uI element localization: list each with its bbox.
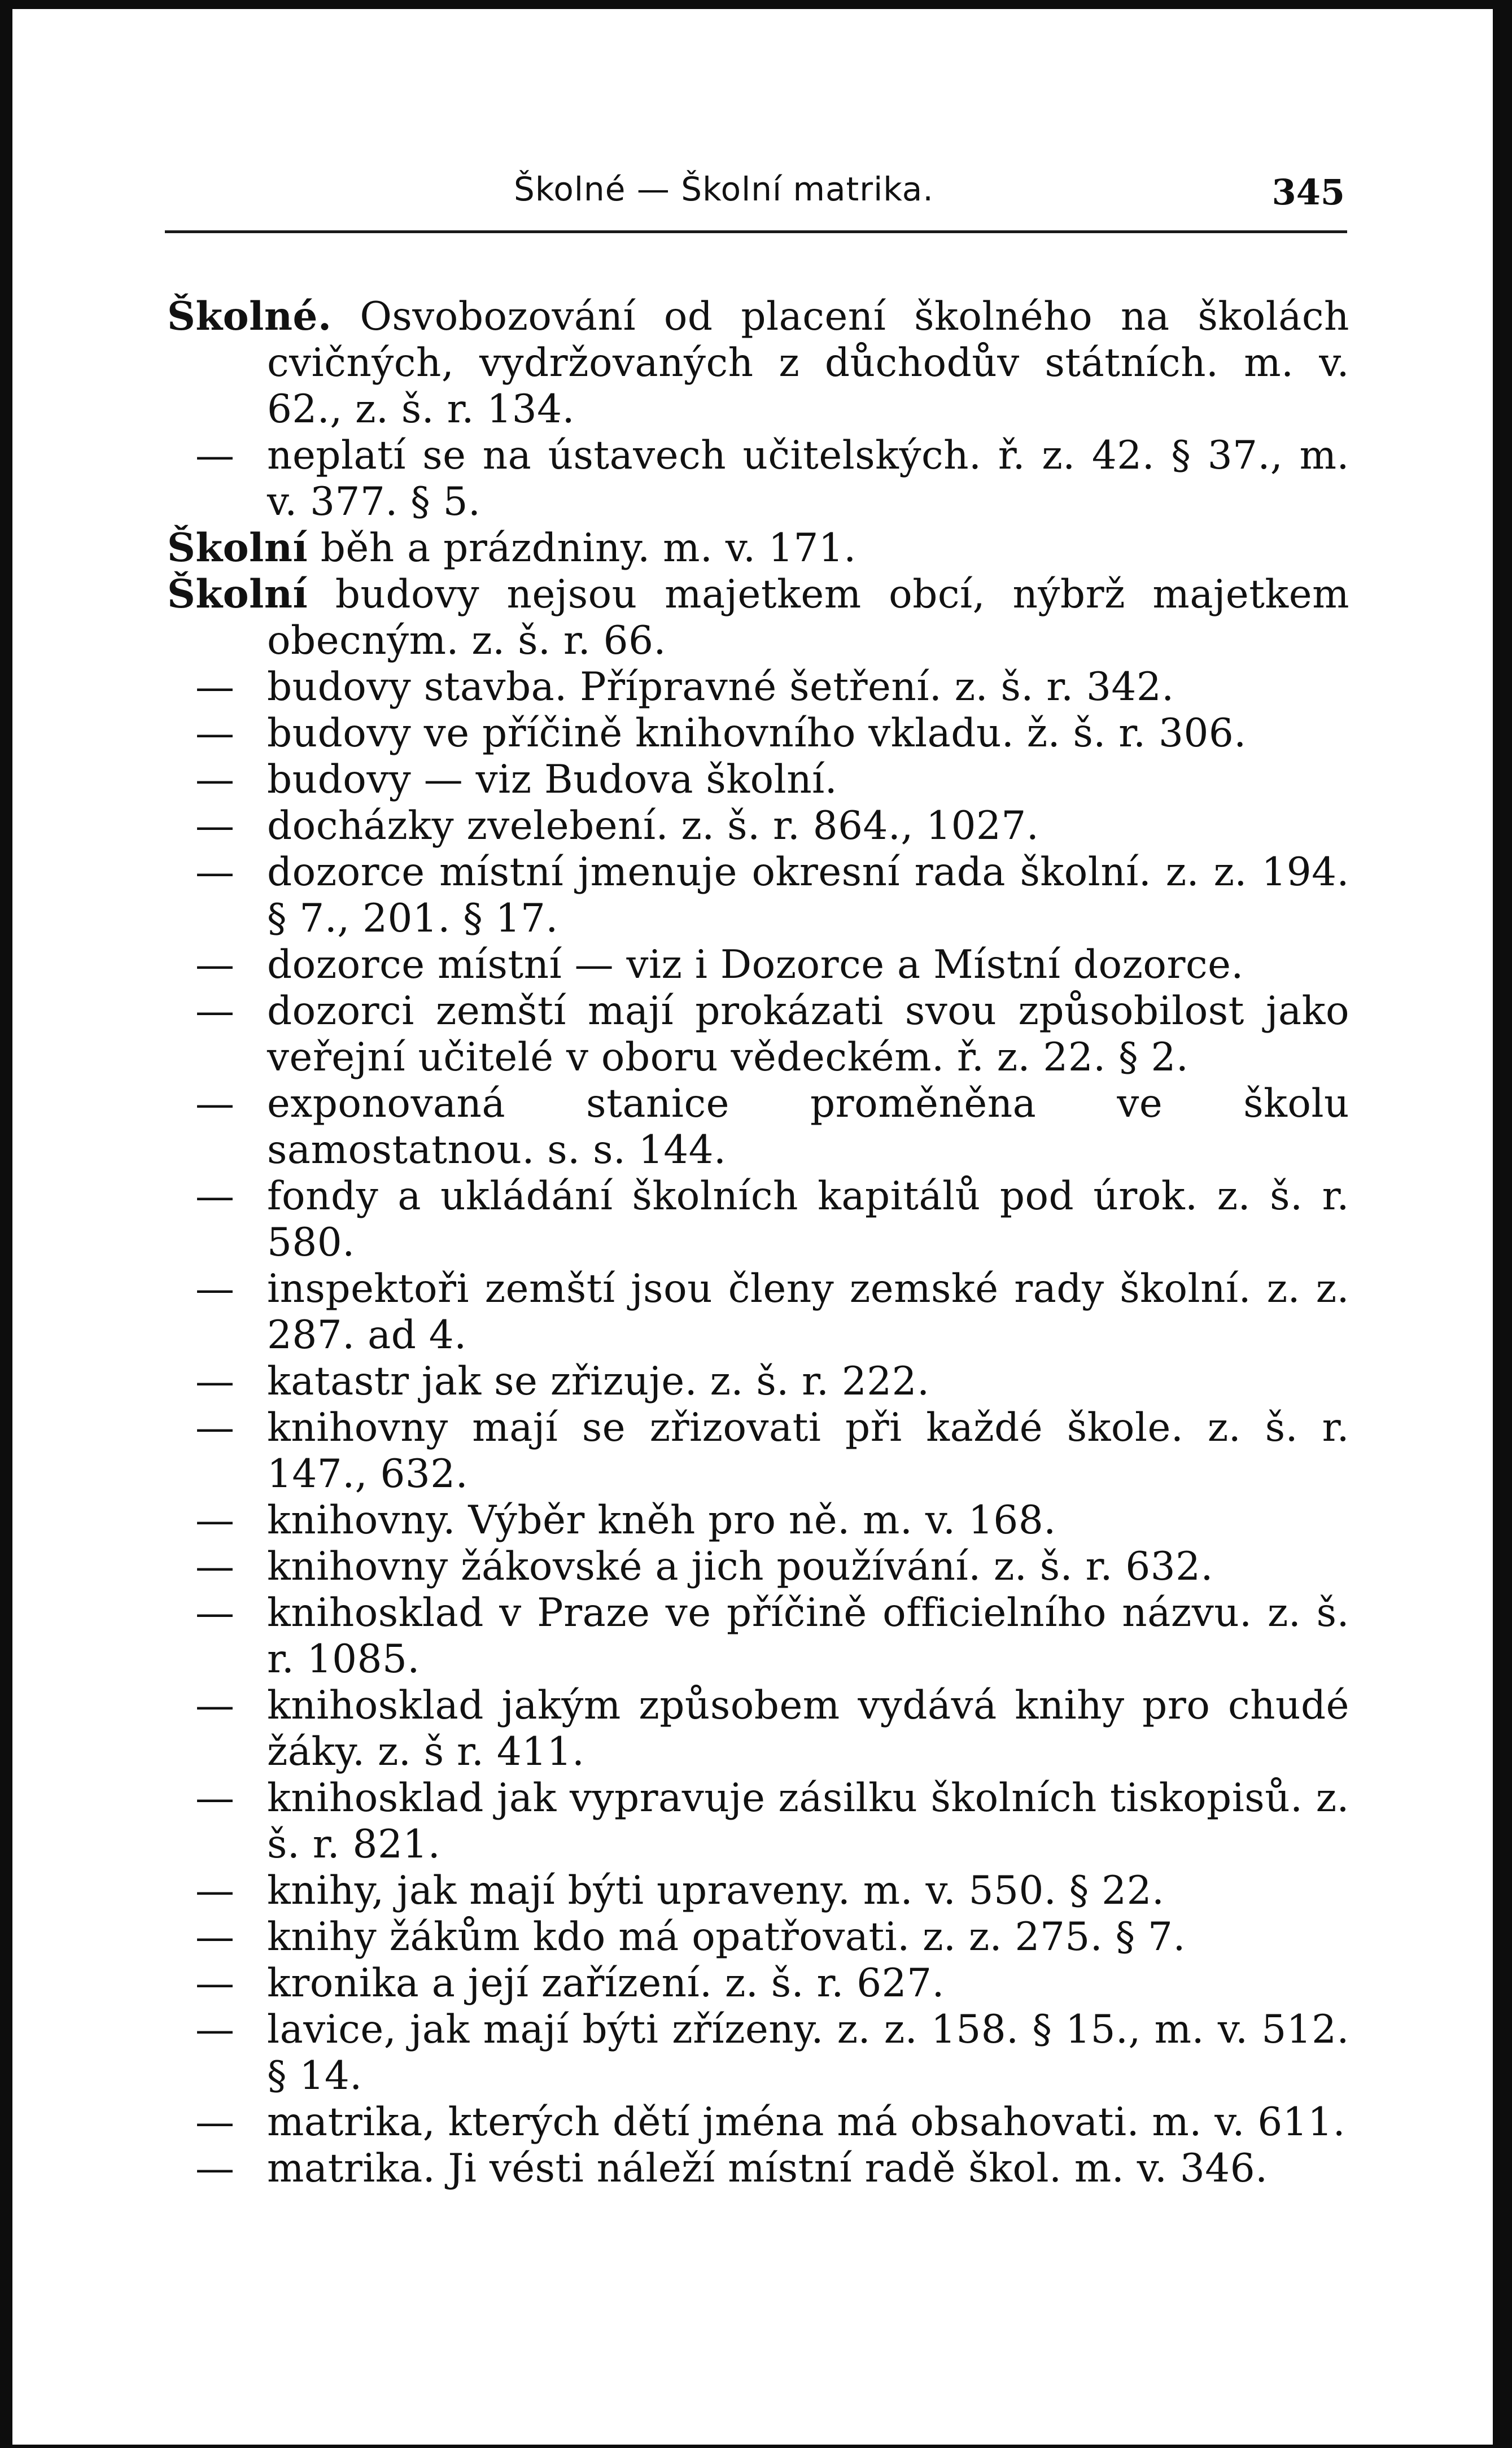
dash-mark: — xyxy=(195,1405,235,1450)
header-rule xyxy=(165,230,1347,233)
index-subentry xyxy=(167,2145,1349,2192)
dash-mark: — xyxy=(195,1359,235,1404)
index-subentry xyxy=(167,1868,1349,1914)
dash-mark: — xyxy=(195,1174,235,1219)
index-subentry xyxy=(167,1358,1349,1405)
entry-text: budovy stavba. Přípravné šetření. z. š. r. 342. xyxy=(267,665,1174,710)
dash-mark: — xyxy=(195,2146,235,2191)
index-subentry xyxy=(167,1960,1349,2007)
index-subentry xyxy=(167,1775,1349,1868)
dash-mark: — xyxy=(195,1081,235,1126)
index-subentry xyxy=(167,664,1349,710)
entry-text: kronika a její zařízení. z. š. r. 627. xyxy=(267,1961,945,2006)
dash-mark: — xyxy=(195,2007,235,2052)
entry-text: Osvobozování od placení školného na školách cvičných, vydržovaných z důchodův státních. m. v. 62., z. š. r. 134. xyxy=(267,294,1349,432)
entry-text: dozorce místní — viz i Dozorce a Místní dozorce. xyxy=(267,942,1244,987)
running-title: Školné — Školní matrika. xyxy=(514,170,934,208)
entry-text: knihovny mají se zřizovati při každé škole. z. š. r. 147., 632. xyxy=(267,1405,1349,1497)
scan-edge-right xyxy=(1493,0,1512,2448)
entry-headword: Školní xyxy=(167,571,308,617)
entry-headword: Školní xyxy=(167,525,308,571)
entry-text: matrika, kterých dětí jména má obsahovati. m. v. 611. xyxy=(267,2100,1346,2145)
entry-text: budovy nejsou majetkem obcí, nýbrž majetkem obecným. z. š. r. 66. xyxy=(267,572,1350,663)
entry-text: exponovaná stanice proměněna ve školu samostatnou. s. s. 144. xyxy=(267,1081,1349,1173)
entry-text: inspektoři zemští jsou členy zemské rady školní. z. z. 287. ad 4. xyxy=(267,1266,1349,1358)
entry-text: lavice, jak mají býti zřízeny. z. z. 158. § 15., m. v. 512. § 14. xyxy=(267,2007,1349,2099)
index-subentry xyxy=(167,432,1349,525)
dash-mark: — xyxy=(195,1266,235,1312)
index-subentry xyxy=(167,1266,1349,1358)
entry-text: katastr jak se zřizuje. z. š. r. 222. xyxy=(267,1359,930,1404)
entry-text: knihy, jak mají býti upraveny. m. v. 550. § 22. xyxy=(267,1868,1165,1913)
index-entries xyxy=(167,294,1349,2192)
scan-edge-top xyxy=(0,0,1512,9)
scan-edge-bottom xyxy=(0,2445,1512,2448)
index-subentry xyxy=(167,1682,1349,1775)
index-subentry xyxy=(167,1590,1349,1682)
dash-mark: — xyxy=(195,433,235,478)
entry-text: budovy — viz Budova školní. xyxy=(267,757,838,802)
page-number: 345 xyxy=(1271,172,1345,213)
dash-mark: — xyxy=(195,2100,235,2145)
index-subentry xyxy=(167,710,1349,757)
entry-text: dozorci zemští mají prokázati svou způsobilost jako veřejní učitelé v oboru vědeckém. ř. z. 22. § 2. xyxy=(267,989,1349,1080)
entry-text: knihy žákům kdo má opatřovati. z. z. 275. § 7. xyxy=(267,1914,1186,1960)
entry-text: neplatí se na ústavech učitelských. ř. z. 42. § 37., m. v. 377. § 5. xyxy=(267,433,1349,524)
scan-edge-left xyxy=(0,0,12,2448)
dash-mark: — xyxy=(195,1590,235,1636)
index-subentry xyxy=(167,1081,1349,1173)
index-subentry xyxy=(167,757,1349,803)
entry-text: knihovny. Výběr kněh pro ně. m. v. 168. xyxy=(267,1498,1056,1543)
index-subentry xyxy=(167,1544,1349,1590)
entry-text: docházky zvelebení. z. š. r. 864., 1027. xyxy=(267,803,1039,849)
entry-text: dozorce místní jmenuje okresní rada školní. z. z. 194. § 7., 201. § 17. xyxy=(267,850,1349,941)
index-subentry xyxy=(167,1497,1349,1544)
entry-text: budovy ve příčině knihovního vkladu. ž. š. r. 306. xyxy=(267,711,1247,756)
entry-text: knihovny žákovské a jich používání. z. š. r. 632. xyxy=(267,1544,1213,1589)
dash-mark: — xyxy=(195,1914,235,1960)
dash-mark: — xyxy=(195,803,235,849)
index-subentry xyxy=(167,2099,1349,2145)
dash-mark: — xyxy=(195,1683,235,1728)
dash-mark: — xyxy=(195,1868,235,1913)
entry-text: knihosklad v Praze ve příčině officielního názvu. z. š. r. 1085. xyxy=(267,1590,1349,1682)
index-subentry xyxy=(167,2007,1349,2099)
entry-headword: Školné. xyxy=(167,294,332,339)
dash-mark: — xyxy=(195,1961,235,2006)
index-subentry xyxy=(167,1405,1349,1497)
index-subentry xyxy=(167,1914,1349,1960)
dash-mark: — xyxy=(195,989,235,1034)
entry-text: matrika. Ji vésti náleží místní radě škol. m. v. 346. xyxy=(267,2146,1268,2191)
dash-mark: — xyxy=(195,1776,235,1821)
index-entry xyxy=(167,294,1349,432)
dash-mark: — xyxy=(195,711,235,756)
index-entry xyxy=(167,571,1349,664)
index-subentry xyxy=(167,1173,1349,1266)
dash-mark: — xyxy=(195,942,235,987)
entry-text: běh a prázdniny. m. v. 171. xyxy=(320,526,856,571)
dash-mark: — xyxy=(195,1544,235,1589)
dash-mark: — xyxy=(195,1498,235,1543)
index-subentry xyxy=(167,849,1349,942)
dash-mark: — xyxy=(195,665,235,710)
index-entry xyxy=(167,525,1349,571)
entry-text: fondy a ukládání školních kapitálů pod úrok. z. š. r. 580. xyxy=(267,1174,1349,1265)
dash-mark: — xyxy=(195,850,235,895)
entry-text: knihosklad jakým způsobem vydává knihy pro chudé žáky. z. š r. 411. xyxy=(267,1683,1349,1774)
index-subentry xyxy=(167,803,1349,849)
index-subentry xyxy=(167,988,1349,1081)
index-subentry xyxy=(167,942,1349,988)
dash-mark: — xyxy=(195,757,235,802)
entry-text: knihosklad jak vypravuje zásilku školních tiskopisů. z. š. r. 821. xyxy=(267,1776,1349,1867)
